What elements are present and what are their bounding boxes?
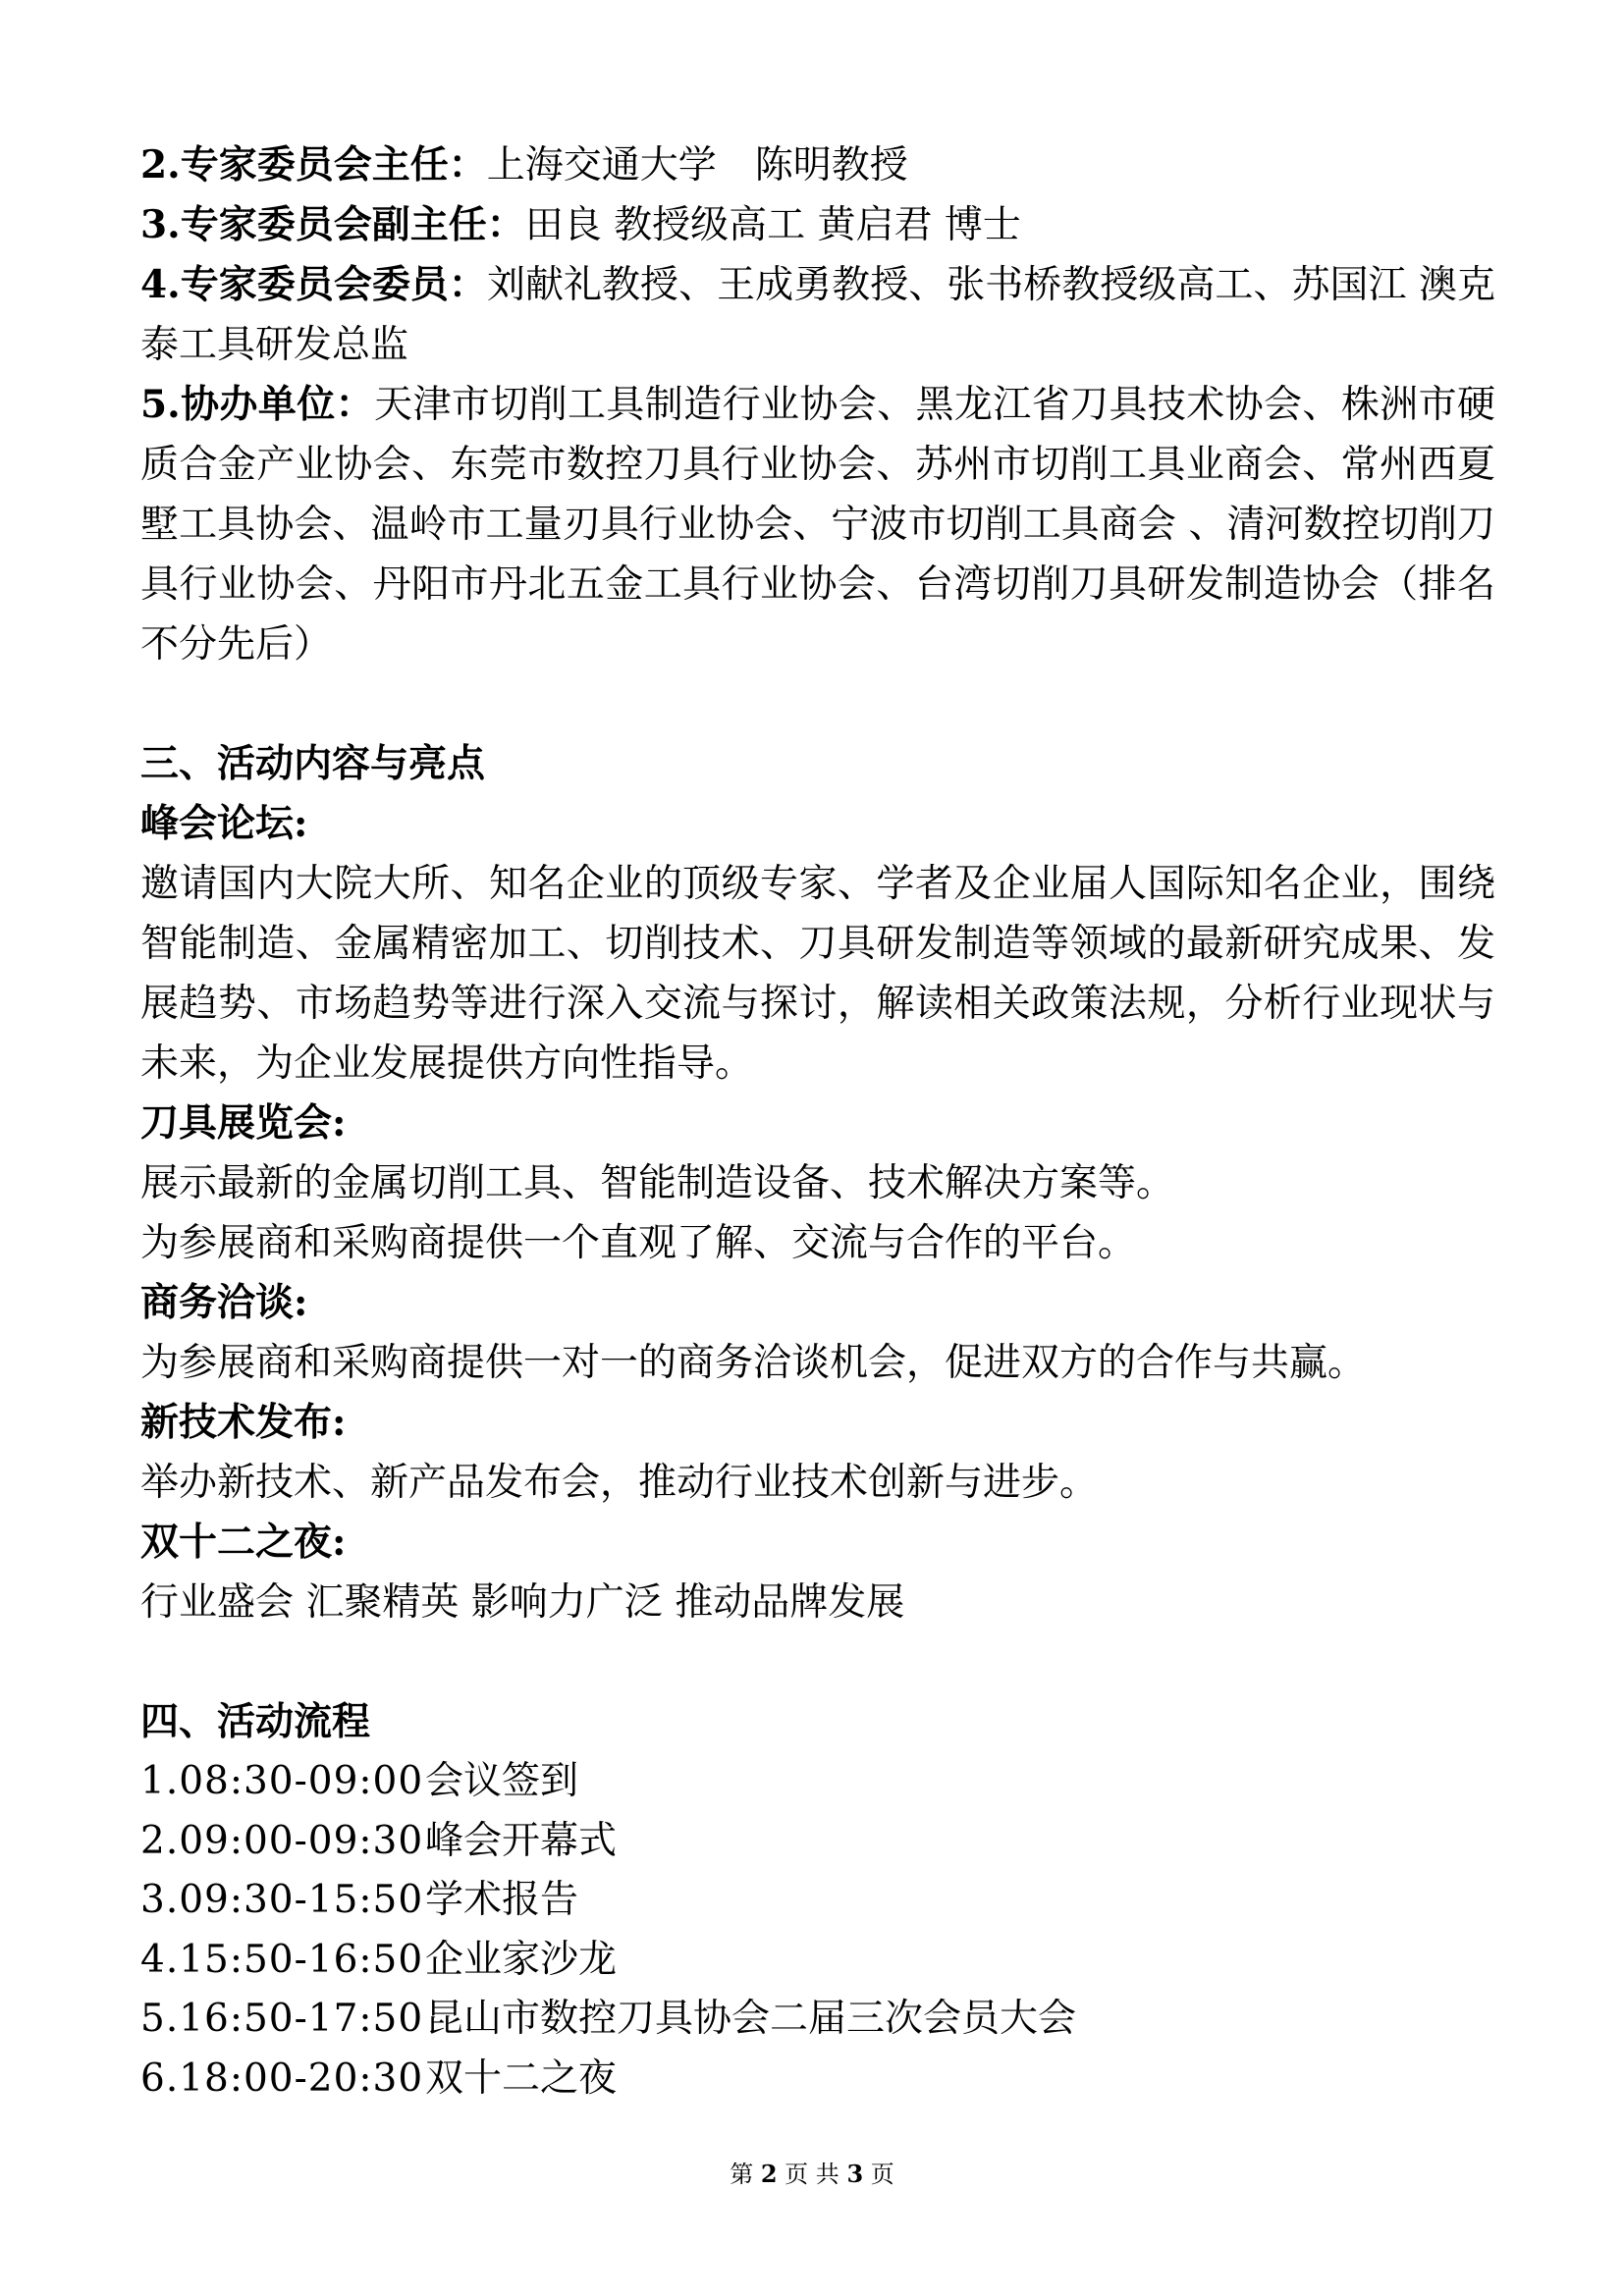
schedule-time: 6.18:00-20:30 [140,2056,424,2101]
schedule-time: 4.15:50-16:50 [140,1937,424,1982]
schedule-event: 学术报告 [425,1878,579,1922]
schedule-event: 会议签到 [425,1759,579,1803]
co-organizers-text: 天津市切削工具制造行业协会、黑龙江省刀具技术协会、株洲市硬质合金产业协会、东莞市数控刀具行业协会、苏州市切削工具业商会、常州西夏墅工具协会、温岭市工量刃具行业协会、宁波市切削工具商会 、清河数控切削刀具行业协会、丹阳市丹北五金工具行业协会、台湾切削刀具研发制造协会（排名不分先后） [140,383,1495,667]
summit-forum-heading: 峰会论坛: [140,801,308,846]
schedule-item [140,1990,1495,2050]
schedule-event: 昆山市数控刀具协会二届三次会员大会 [425,1997,1077,2041]
footer-suffix: 页 [870,2161,894,2188]
schedule-time: 2.09:00-09:30 [140,1818,424,1863]
committee-vice-director [140,195,1495,255]
committee-director [140,135,1495,195]
committee-members-text: 刘献礼教授、王成勇教授、张书桥教授级高工、苏国江 澳克泰工具研发总监 [140,263,1496,367]
business-talks-heading: 商务洽谈: [140,1280,308,1325]
footer-prefix: 第 [730,2161,754,2188]
schedule-list [140,1752,1495,2109]
committee-director-label: 2.专家委员会主任： [140,142,487,187]
schedule-item [140,2050,1495,2109]
page-content [140,135,1495,2109]
summit-forum-text: 邀请国内大院大所、知名企业的顶级专家、学者及企业届人国际知名企业，围绕智能制造、金属精密加工、切削技术、刀具研发制造等领域的最新研究成果、发展趋势、市场趋势等进行深入交流与探讨，解读相关政策法规，分析行业现状与未来，为企业发展提供方向性指导。 [140,862,1495,1086]
committee-vice-director-text: 田良 教授级高工 黄启君 博士 [524,203,1021,247]
schedule-time: 1.08:30-09:00 [140,1759,424,1803]
page-footer [0,2160,1624,2189]
tool-exhibition-text-2: 为参展商和采购商提供一个直观了解、交流与合作的平台。 [140,1221,1137,1265]
tool-exhibition-text-1: 展示最新的金属切削工具、智能制造设备、技术解决方案等。 [140,1161,1175,1205]
schedule-item [140,1812,1495,1872]
section-4-title: 四、活动流程 [140,1699,371,1744]
tool-exhibition-heading: 刀具展览会: [140,1100,347,1146]
business-talks-text: 为参展商和采购商提供一对一的商务洽谈机会，促进双方的合作与共赢。 [140,1341,1367,1385]
schedule-event: 双十二之夜 [425,2056,618,2101]
footer-page-number: 2 [760,2160,778,2188]
co-organizers-label: 5.协办单位： [140,382,375,427]
double-twelve-night-text: 行业盛会 汇聚精英 影响力广泛 推动品牌发展 [140,1580,905,1625]
committee-director-text: 上海交通大学 陈明教授 [486,143,908,187]
new-tech-release-heading: 新技术发布: [140,1400,347,1445]
section-3-title: 三、活动内容与亮点 [140,741,486,786]
schedule-event: 企业家沙龙 [425,1937,618,1982]
new-tech-release-text: 举办新技术、新产品发布会，推动行业技术创新与进步。 [140,1461,1099,1505]
schedule-item [140,1931,1495,1991]
committee-members [140,255,1495,375]
schedule-time: 5.16:50-17:50 [140,1997,424,2041]
schedule-event: 峰会开幕式 [425,1818,618,1863]
footer-total-pages: 3 [846,2160,864,2188]
committee-vice-director-label: 3.专家委员会副主任： [140,202,525,247]
schedule-item [140,1752,1495,1812]
spacer [140,1632,1495,1692]
schedule-time: 3.09:30-15:50 [140,1878,424,1922]
co-organizers [140,375,1495,674]
spacer [140,674,1495,734]
schedule-item [140,1871,1495,1931]
footer-middle: 页 共 [785,2161,839,2188]
double-twelve-night-heading: 双十二之夜: [140,1520,347,1565]
committee-members-label: 4.专家委员会委员： [140,262,487,307]
